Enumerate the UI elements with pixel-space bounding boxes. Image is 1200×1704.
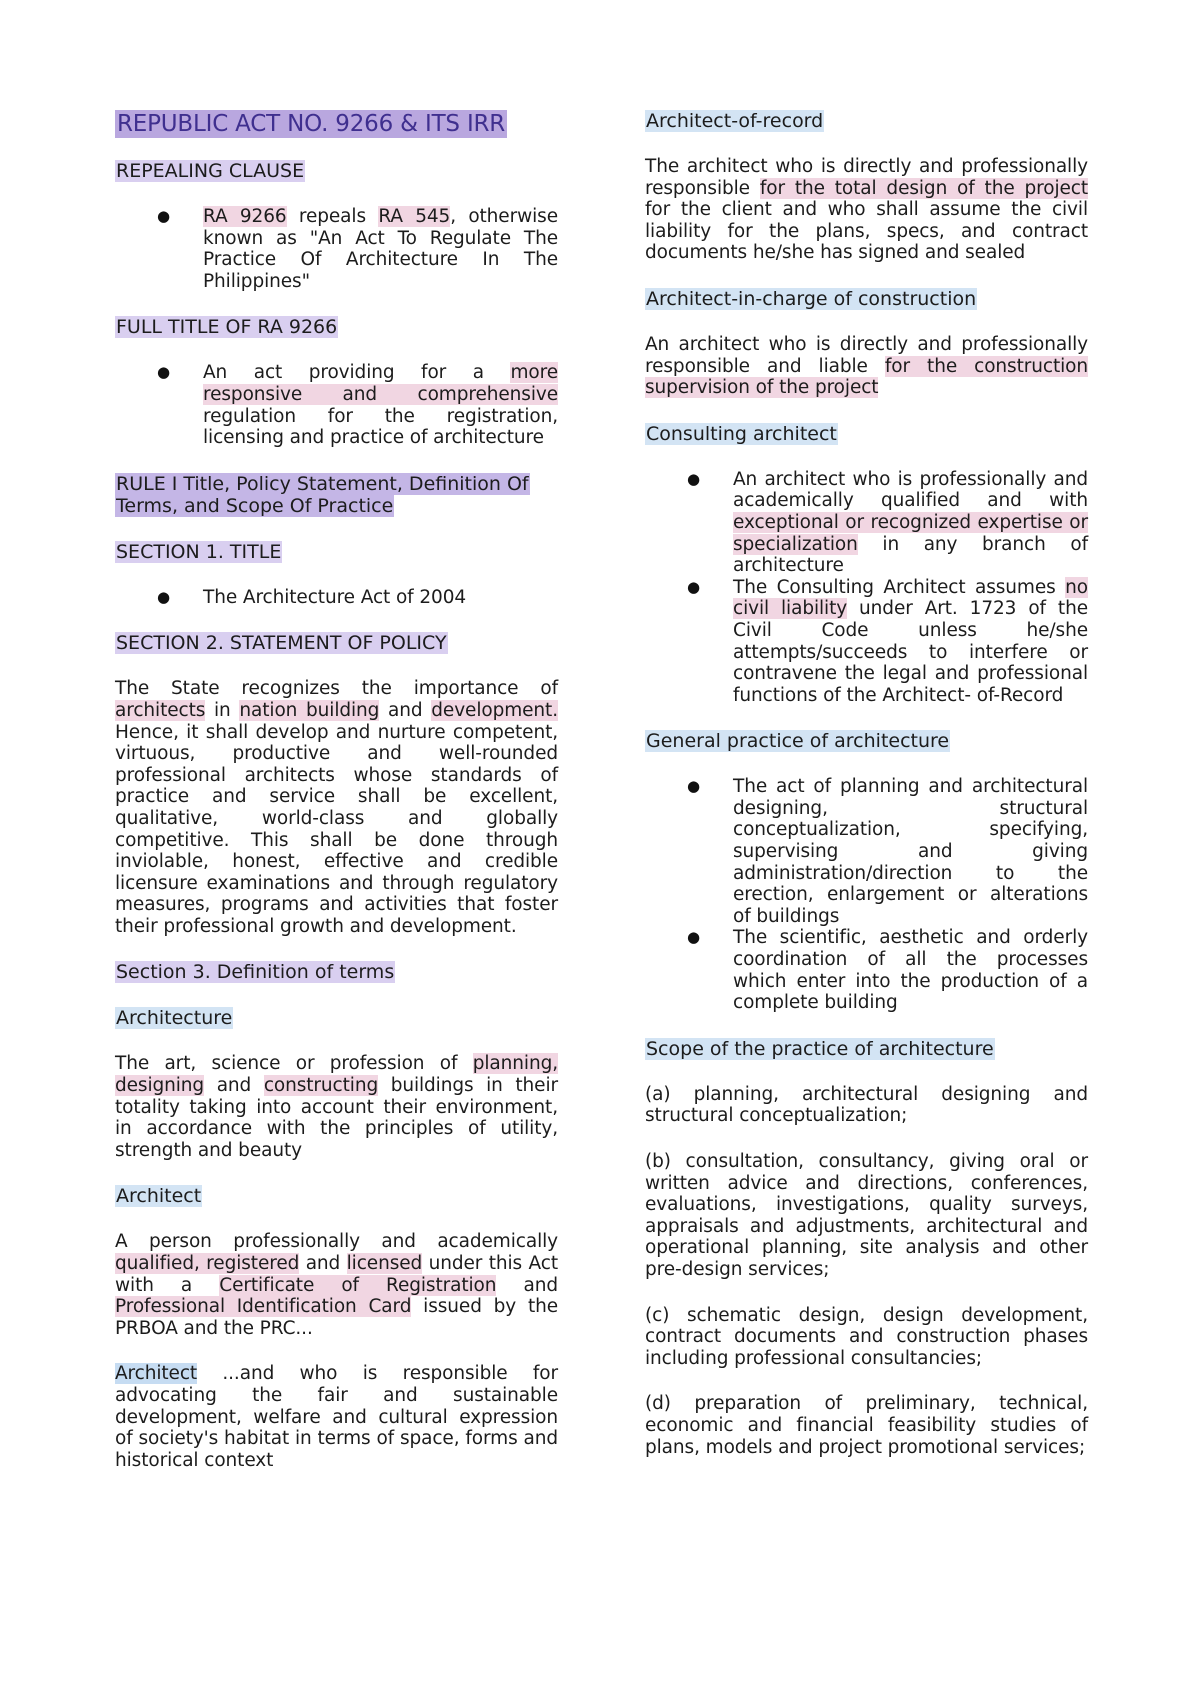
consulting-architect-list [645, 469, 1088, 707]
right-column [645, 110, 1088, 1482]
general-practice-term: General practice of architecture [646, 730, 950, 753]
document-title: REPUBLIC ACT NO. 9266 & ITS IRR [117, 111, 506, 137]
architecture-definition: The art, science or profession of planning, designing and constructing buildings in their totality taking into account their environment, in accordance with the principles of utility, strength and beauty [115, 1053, 559, 1161]
full-title-bullet: ● An act providing for a more responsive and comprehensive regulation for the registration, licensing and practice of architecture [115, 362, 558, 448]
full-title-list [115, 362, 558, 448]
architect-definition: A person professionally and academically qualified, registered and licensed under this Act with a Certificate of Registration and Professional Identification Card issued by the PRBOA and the PRC... [115, 1231, 559, 1339]
consulting-architect-term: Consulting architect [646, 422, 837, 445]
architect-in-charge-term: Architect-in-charge of construction [646, 287, 977, 310]
scope-of-practice-term: Scope of the practice of architecture [646, 1037, 994, 1060]
repealing-bullet: ● RA 9266 repeals RA 545, otherwise known as "An Act To Regulate The Practice Of Architecture In The Philippines" [115, 206, 558, 292]
section1-heading: SECTION 1. TITLE [116, 540, 282, 563]
scope-item-b: (b) consultation, consultancy, giving oral or written advice and directions, conferences, evaluations, investigations, quality surveys, appraisals and adjustments, architectural and operational planning, site analysis and other pre-design services; [645, 1151, 1088, 1280]
consulting-bullet-2: ● The Consulting Architect assumes no civil liability under Art. 1723 of the Civil Code unless he/she attempts/succeeds to interfere or contravene the legal and professional functions of the Architect- of-Record [645, 577, 1088, 707]
scope-item-c: (c) schematic design, design development, contract documents and construction phases including professional consultancies; [645, 1304, 1088, 1369]
section1-bullet: ● The Architecture Act of 2004 [115, 587, 558, 609]
full-title-heading: FULL TITLE OF RA 9266 [116, 316, 338, 339]
section3-heading: Section 3. Definition of terms [116, 961, 395, 984]
architect-term: Architect [116, 1185, 202, 1208]
section2-heading: SECTION 2. STATEMENT OF POLICY [116, 632, 447, 655]
architecture-term: Architecture [116, 1007, 233, 1030]
repealing-clause-heading: REPEALING CLAUSE [116, 160, 305, 182]
repealing-list [115, 206, 558, 292]
consulting-bullet-1: ● An architect who is professionally and academically qualified and with exceptional or recognized expertise or specialization in any branch of architecture [645, 469, 1088, 577]
section1-list [115, 587, 558, 609]
architect-of-record-term: Architect-of-record [646, 110, 824, 132]
left-column [115, 110, 558, 1495]
general-practice-list [645, 776, 1088, 1014]
general-practice-bullet-1: ● The act of planning and architectural designing, structural conceptualization, specifying, supervising and giving administration/direction to the erection, enlargement or alterations of buildings [645, 776, 1088, 927]
architect-of-record-definition: The architect who is directly and professionally responsible for the total design of the project for the client and who shall assume the civil liability for the plans, specs, and contract documents he/she has signed and sealed [645, 156, 1088, 264]
rule-heading: RULE I Title, Policy Statement, Definition Of Terms, and Scope Of Practice [116, 472, 529, 517]
scope-item-d: (d) preparation of preliminary, technical, economic and financial feasibility studies of plans, models and project promotional services; [645, 1393, 1088, 1458]
policy-paragraph: The State recognizes the importance of architects in nation building and development. Hence, it shall develop and nurture competent, virtuous, productive and well-rounded professional architects whose standards of practice and service shall be excellent, qualitative, world-class and globally competitive. This shall be done through inviolable, honest, effective and credible licensure examinations and through regulatory measures, programs and activities that foster their professional growth and development. [115, 678, 558, 937]
architect-in-charge-definition: An architect who is directly and professionally responsible and liable for the construction supervision of the project [645, 333, 1088, 399]
scope-item-a: (a) planning, architectural designing and structural conceptualization; [645, 1083, 1088, 1127]
general-practice-bullet-2: ● The scientific, aesthetic and orderly coordination of all the processes which enter into the production of a complete building [645, 927, 1088, 1013]
architect-definition-continued: Architect ...and who is responsible for advocating the fair and sustainable development, welfare and cultural expression of society's habitat in terms of space, forms and historical context [115, 1363, 558, 1471]
